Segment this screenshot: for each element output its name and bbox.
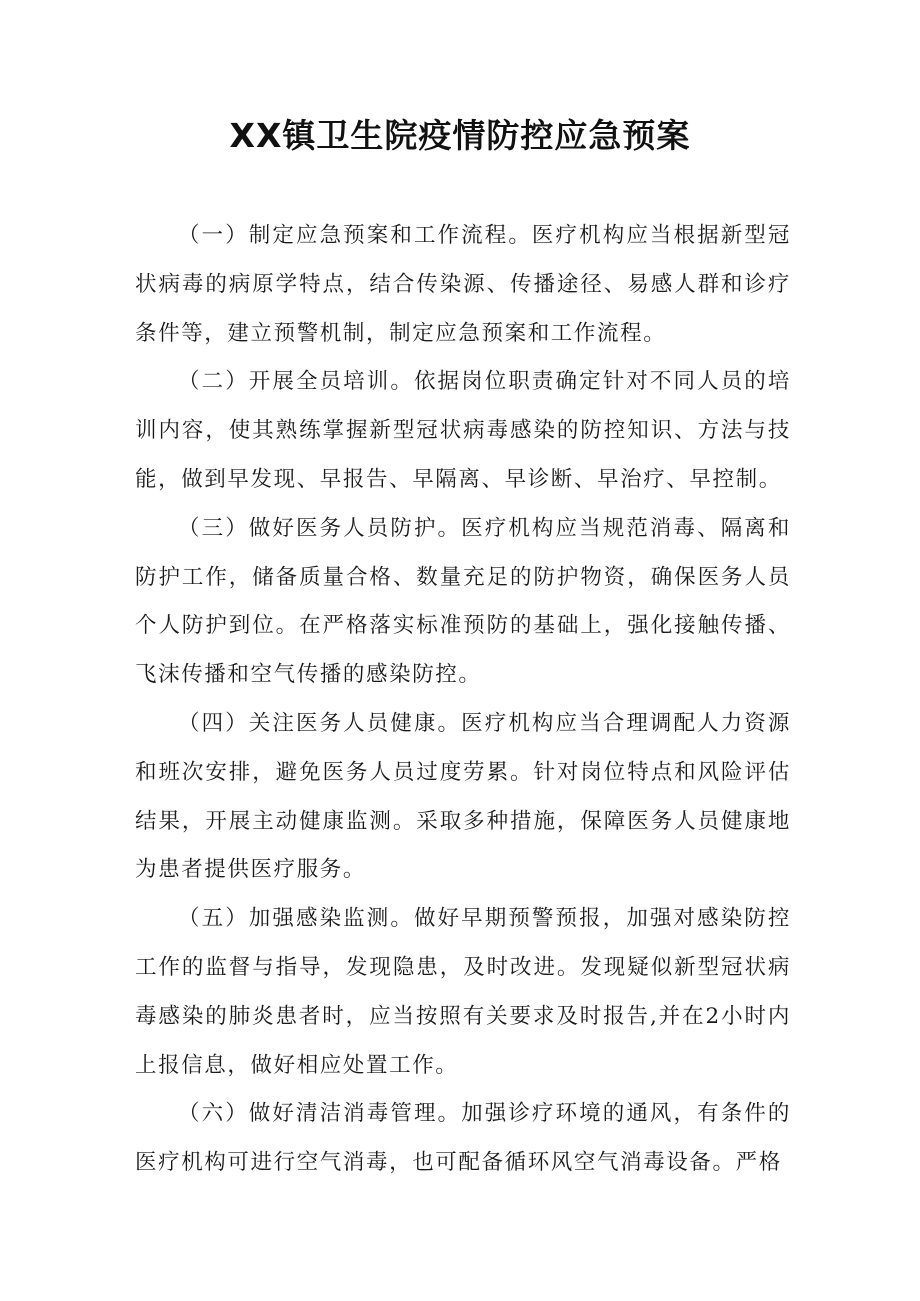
paragraph-3: （三）做好医务人员防护。医疗机构应当规范消毒、隔离和防护工作，储备质量合格、数量充足的防护物资，确保医务人员个人防护到位。在严格落实标准预防的基础上，强化接触传播、飞沫传播和空气传播的感染防控。 xyxy=(135,515,791,688)
paragraph-1: （一）制定应急预案和工作流程。医疗机构应当根据新型冠状病毒的病原学特点，结合传染源、传播途径、易感人群和诊疗条件等，建立预警机制，制定应急预案和工作流程。 xyxy=(135,223,791,346)
paragraph-6: （六）做好清洁消毒管理。加强诊疗环境的通风，有条件的医疗机构可进行空气消毒，也可配备循环风空气消毒设备。严格 xyxy=(135,1101,791,1176)
document-body xyxy=(135,212,791,1188)
paragraph-2: （二）开展全员培训。依据岗位职责确定针对不同人员的培训内容，使其熟练掌握新型冠状病毒感染的防控知识、方法与技能，做到早发现、早报告、早隔离、早诊断、早治疗、早控制。 xyxy=(135,369,791,492)
paragraph-4: （四）关注医务人员健康。医疗机构应当合理调配人力资源和班次安排，避免医务人员过度劳累。针对岗位特点和风险评估结果，开展主动健康监测。采取多种措施，保障医务人员健康地为患者提供医疗服务。 xyxy=(135,710,791,883)
paragraph-5: （五）加强感染监测。做好早期预警预报，加强对感染防控工作的监督与指导，发现隐患，及时改进。发现疑似新型冠状病毒感染的肺炎患者时，应当按照有关要求及时报告,并在2小时内上报信息，做好相应处置工作。 xyxy=(135,906,791,1078)
document-title: XX镇卫生院疫情防控应急预案 xyxy=(229,116,691,155)
